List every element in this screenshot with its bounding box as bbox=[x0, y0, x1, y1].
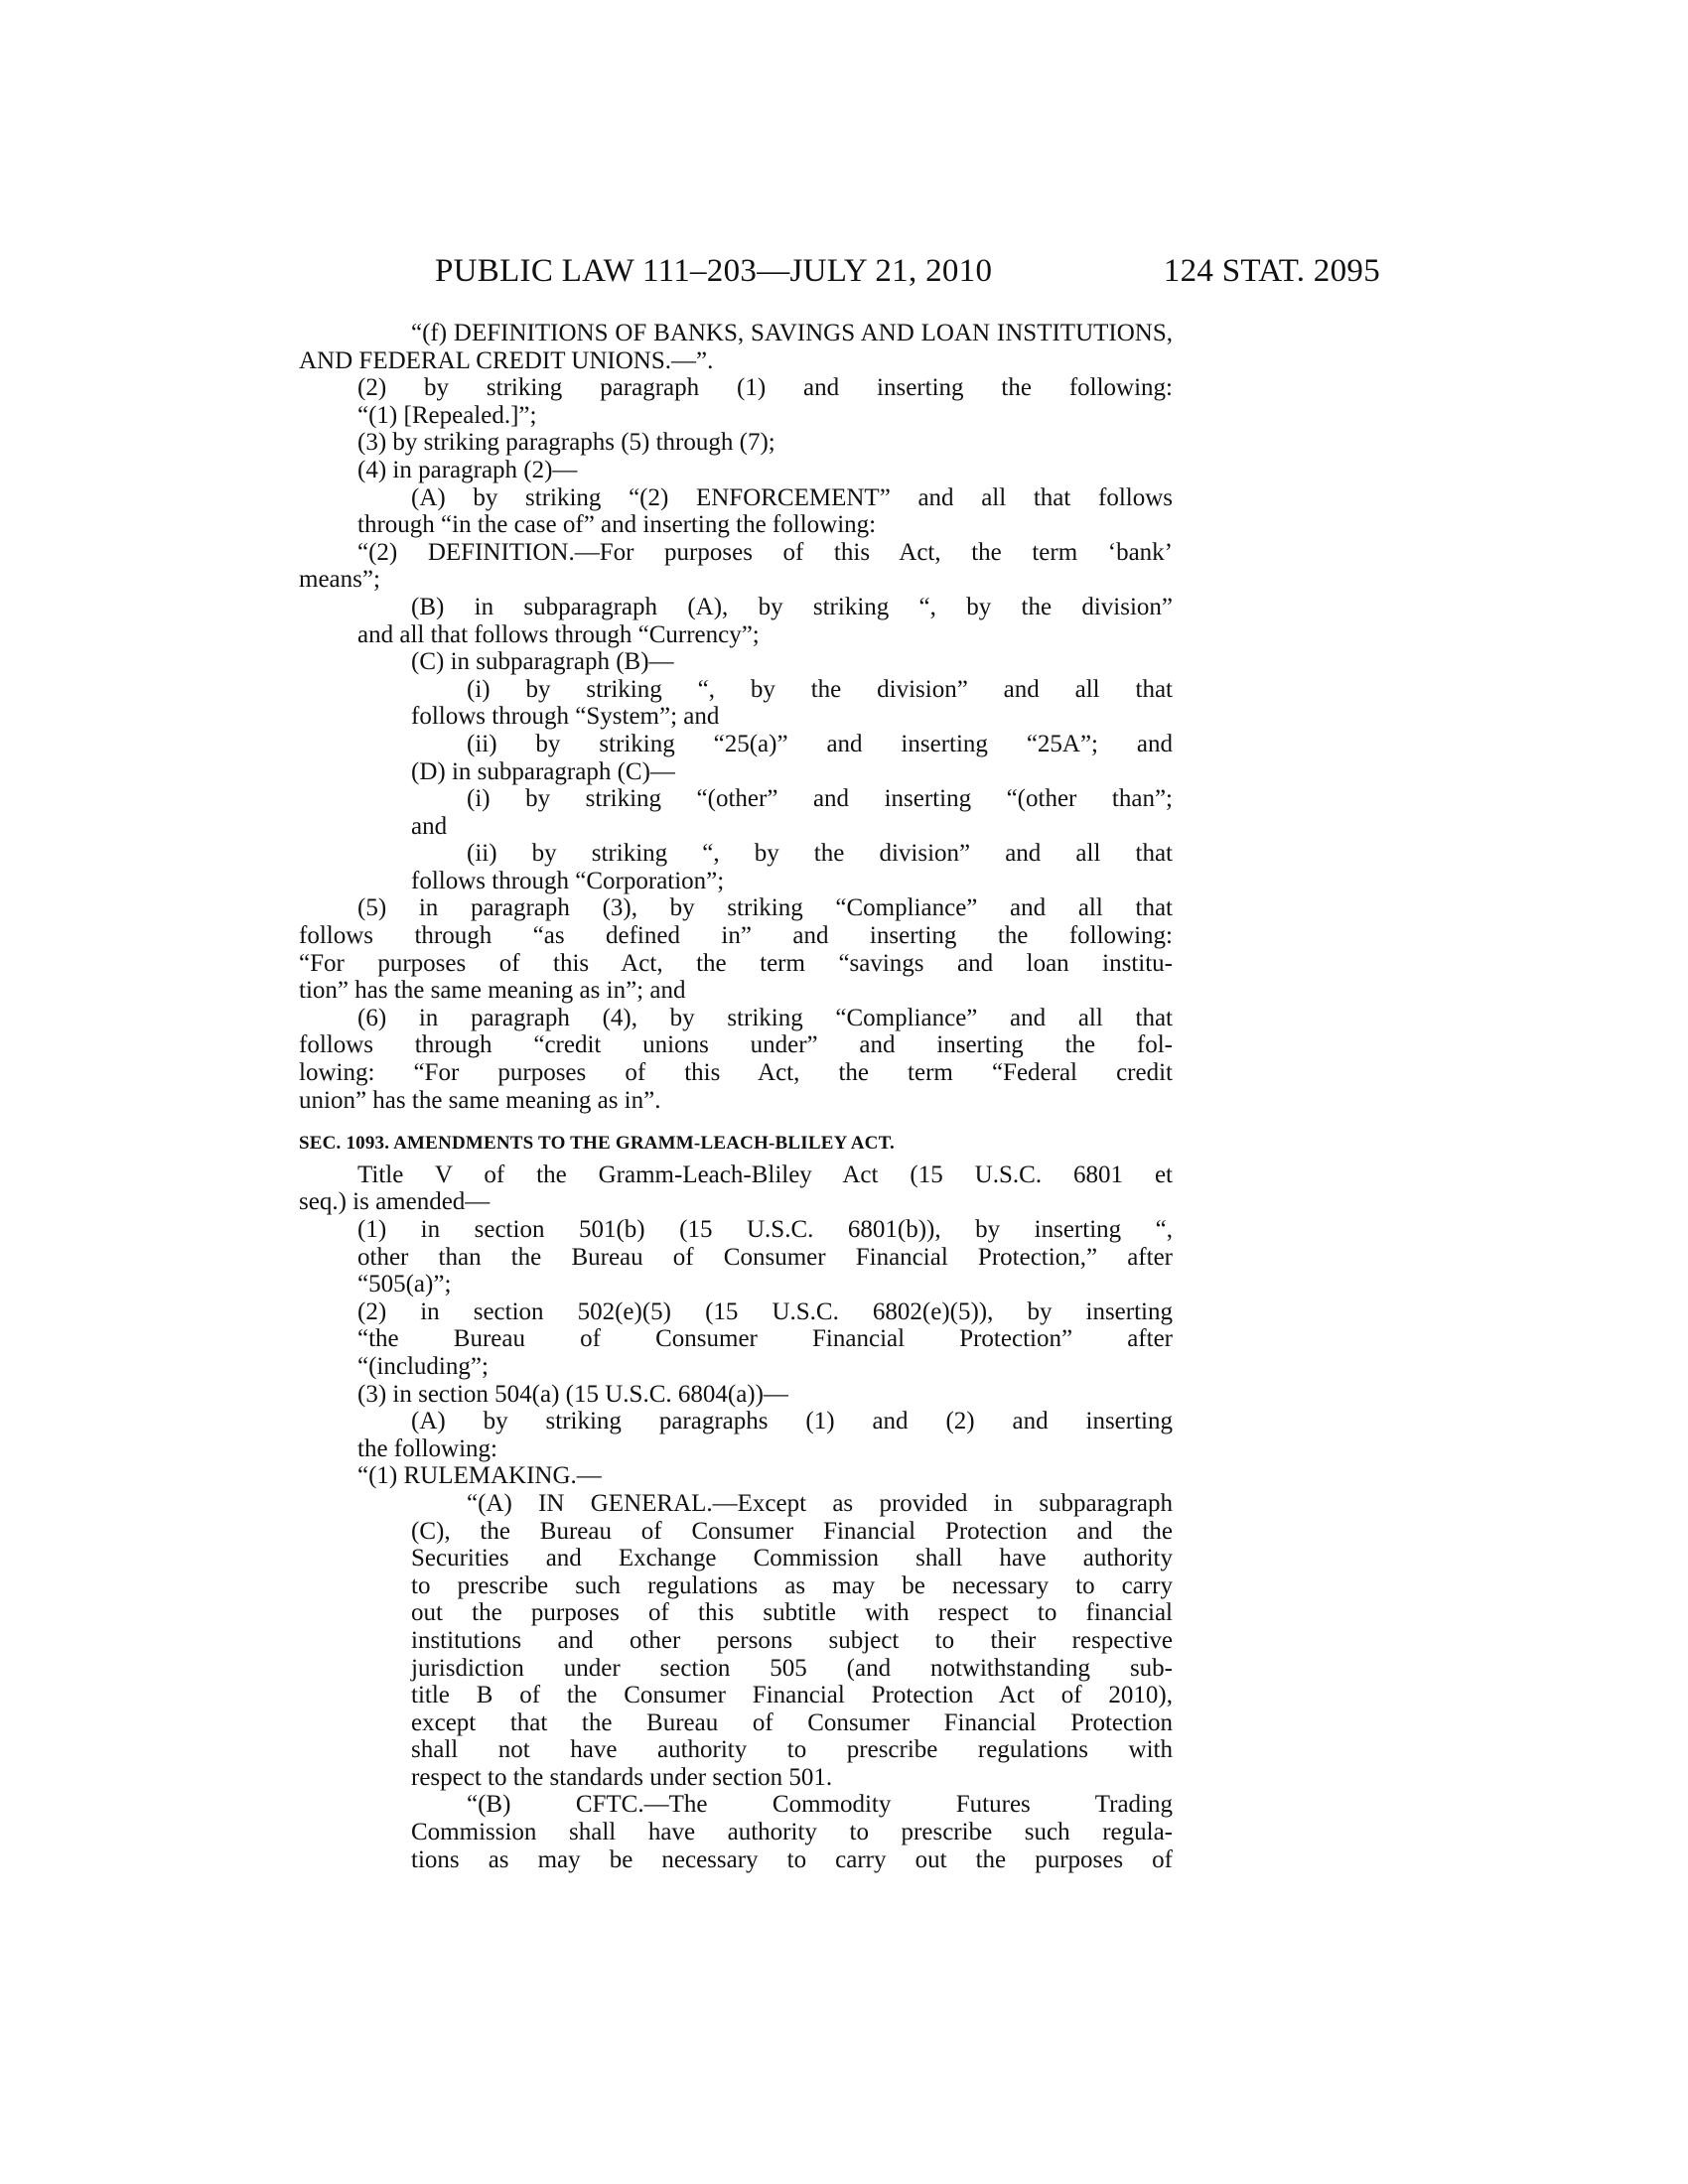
text-line: follows through “as defined in” and inserting the following: bbox=[299, 922, 1173, 950]
text-line: lowing: “For purposes of this Act, the term “Federal credit bbox=[299, 1059, 1173, 1087]
text-line: “505(a)”; bbox=[357, 1271, 452, 1298]
text-line: shall not have authority to prescribe regulations with bbox=[411, 1736, 1173, 1764]
text-line: (6) in paragraph (4), by striking “Compliance” and all that bbox=[357, 1004, 1173, 1031]
text-line: Commission shall have authority to prescribe such regula- bbox=[411, 1819, 1173, 1846]
text-line: to prescribe such regulations as may be necessary to carry bbox=[411, 1571, 1173, 1599]
text-line: “(A) IN GENERAL.—Except as provided in subparagraph bbox=[467, 1489, 1173, 1517]
text-line: (ii) by striking “, by the division” and all that bbox=[467, 840, 1173, 868]
text-line: follows through “System”; and bbox=[411, 703, 720, 731]
text-line: Title V of the Gramm-Leach-Bliley Act (15 U.S.C. 6801 et bbox=[357, 1160, 1173, 1188]
text-line: (3) in section 504(a) (15 U.S.C. 6804(a))— bbox=[357, 1380, 788, 1408]
text-line: (3) by striking paragraphs (5) through (7); bbox=[357, 429, 775, 457]
text-line: seq.) is amended— bbox=[299, 1188, 491, 1216]
running-header bbox=[435, 246, 1380, 296]
text-line: “(including”; bbox=[357, 1352, 489, 1380]
text-line: (B) in subparagraph (A), by striking “, by the division” bbox=[411, 593, 1173, 620]
header-page-reference: 124 STAT. 2095 bbox=[1163, 253, 1380, 289]
text-line: “(1) [Repealed.]”; bbox=[357, 401, 537, 429]
text-line: union” has the same meaning as in”. bbox=[299, 1086, 661, 1114]
text-line: tions as may be necessary to carry out the purposes of bbox=[411, 1845, 1173, 1873]
text-line: “For purposes of this Act, the term “savings and loan institu- bbox=[299, 949, 1173, 977]
text-line: (A) by striking “(2) ENFORCEMENT” and all that follows bbox=[411, 483, 1173, 511]
text-line: except that the Bureau of Consumer Financial Protection bbox=[411, 1708, 1173, 1736]
text-line: respect to the standards under section 501. bbox=[411, 1763, 833, 1791]
text-line: (C), the Bureau of Consumer Financial Protection and the bbox=[411, 1517, 1173, 1545]
text-line: “(f) DEFINITIONS OF BANKS, SAVINGS AND LOAN INSTITUTIONS, bbox=[411, 320, 1173, 346]
text-line: and bbox=[411, 812, 448, 840]
text-line: follows through “credit unions under” and inserting the fol- bbox=[299, 1031, 1173, 1059]
text-line: (2) in section 502(e)(5) (15 U.S.C. 6802(e)(5)), by inserting bbox=[357, 1297, 1173, 1325]
text-line: tion” has the same meaning as in”; and bbox=[299, 977, 686, 1005]
text-line: “(1) RULEMAKING.— bbox=[357, 1462, 602, 1490]
text-line: out the purposes of this subtitle with respect to financial bbox=[411, 1599, 1173, 1627]
text-line: Securities and Exchange Commission shall have authority bbox=[411, 1545, 1173, 1572]
text-line: institutions and other persons subject to their respective bbox=[411, 1626, 1173, 1654]
text-line: (C) in subparagraph (B)— bbox=[411, 648, 674, 676]
text-line: (2) by striking paragraph (1) and inserting the following: bbox=[357, 374, 1173, 402]
section-spacing bbox=[299, 1114, 1173, 1130]
text-line: (i) by striking “, by the division” and all that bbox=[467, 675, 1173, 703]
text-line: (4) in paragraph (2)— bbox=[357, 456, 578, 483]
text-line: (5) in paragraph (3), by striking “Compliance” and all that bbox=[357, 894, 1173, 922]
section-heading: SEC. 1093. AMENDMENTS TO THE GRAMM-LEACH-BLILEY ACT. bbox=[299, 1133, 896, 1155]
text-line: “(2) DEFINITION.—For purposes of this Act, the term ‘bank’ bbox=[357, 538, 1173, 566]
text-line: through “in the case of” and inserting the following: bbox=[357, 511, 877, 539]
text-line: the following: bbox=[357, 1434, 497, 1462]
text-line: means”; bbox=[299, 566, 380, 594]
text-line: follows through “Corporation”; bbox=[411, 867, 725, 894]
text-line: AND FEDERAL CREDIT UNIONS.—”. bbox=[299, 346, 714, 374]
text-line: “(B) CFTC.—The Commodity Futures Trading bbox=[467, 1791, 1173, 1819]
text-line: (1) in section 501(b) (15 U.S.C. 6801(b)), by inserting “, bbox=[357, 1216, 1173, 1243]
text-line: (A) by striking paragraphs (1) and (2) and inserting bbox=[411, 1408, 1173, 1435]
text-line: “the Bureau of Consumer Financial Protection” after bbox=[357, 1325, 1173, 1353]
text-line: (ii) by striking “25(a)” and inserting “25A”; and bbox=[467, 730, 1173, 757]
text-line: and all that follows through “Currency”; bbox=[357, 620, 760, 648]
text-line: title B of the Consumer Financial Protection Act of 2010), bbox=[411, 1682, 1173, 1709]
text-line: (D) in subparagraph (C)— bbox=[411, 757, 675, 785]
text-line: jurisdiction under section 505 (and notwithstanding sub- bbox=[411, 1654, 1173, 1682]
text-line: other than the Bureau of Consumer Financial Protection,” after bbox=[357, 1243, 1173, 1271]
text-line: (i) by striking “(other” and inserting “(other than”; bbox=[467, 785, 1173, 813]
law-text-body bbox=[299, 320, 1173, 1873]
header-law-citation: PUBLIC LAW 111–203—JULY 21, 2010 bbox=[435, 253, 993, 289]
